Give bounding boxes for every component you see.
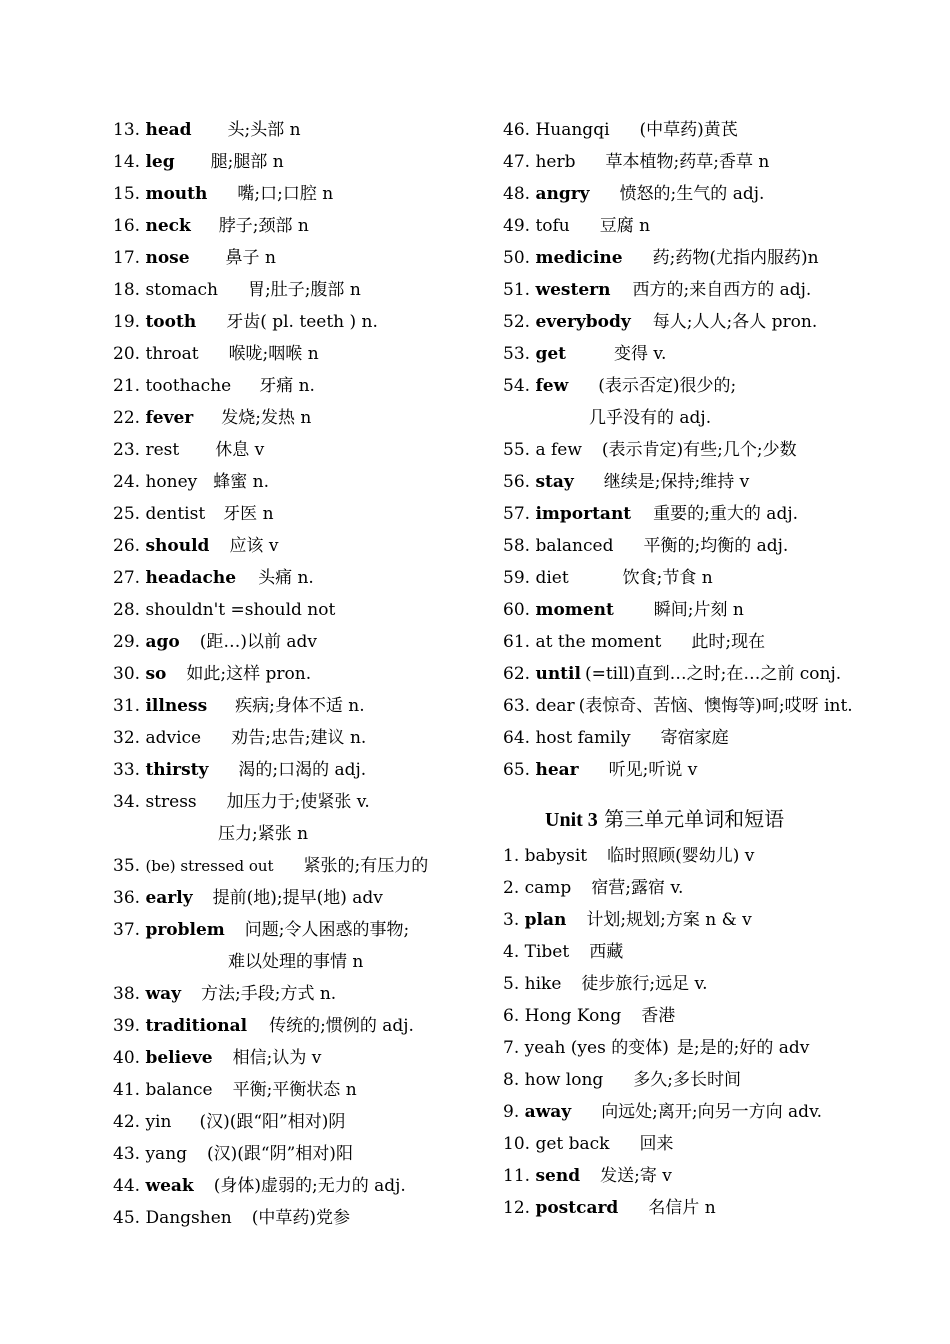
entry-number: 55. — [503, 440, 531, 460]
entry-definition: 牙医 n — [223, 504, 274, 524]
entry-definition: 头;头部 n — [227, 120, 301, 140]
entry-word: early — [145, 888, 193, 908]
entry-number: 30. — [113, 664, 141, 684]
vocab-entry — [503, 1000, 923, 1032]
entry-definition: (表惊奇、苦恼、懊悔等)呵;哎呀 int. — [578, 696, 853, 716]
entry-word: head — [145, 120, 192, 140]
entry-number: 42. — [113, 1112, 141, 1132]
entry-number: 33. — [113, 760, 141, 780]
entry-word: rest — [145, 440, 180, 460]
entry-definition: (表示否定)很少的; — [598, 376, 737, 396]
entry-word: problem — [145, 920, 225, 940]
entry-definition: 问题;令人困惑的事物; — [244, 920, 410, 940]
vocab-entry — [503, 146, 923, 178]
entry-number: 7. — [503, 1038, 520, 1058]
entry-definition: 名信片 n — [648, 1198, 716, 1218]
entry-word: dear — [535, 696, 575, 716]
vocab-entry — [503, 114, 923, 146]
entry-number: 25. — [113, 504, 141, 524]
entry-number: 10. — [503, 1134, 531, 1154]
entry-number: 18. — [113, 280, 141, 300]
entry-word: yeah (yes 的变体) — [524, 1038, 669, 1058]
entry-definition: 劝告;忠告;建议 n. — [231, 728, 367, 748]
entry-definition: 西藏 — [589, 942, 624, 962]
entry-word: thirsty — [145, 760, 209, 780]
entry-number: 8. — [503, 1070, 520, 1090]
entry-number: 22. — [113, 408, 141, 428]
vocab-entry — [113, 722, 483, 754]
entry-definition: 加压力于;使紧张 v. — [226, 792, 370, 812]
entry-number: 60. — [503, 600, 531, 620]
vocab-entry — [503, 594, 923, 626]
entry-definition: 听见;听说 v — [608, 760, 698, 780]
entry-number: 1. — [503, 846, 520, 866]
entry-number: 64. — [503, 728, 531, 748]
entry-definition: 饮食;节食 n — [622, 568, 713, 588]
entry-word: stress — [145, 792, 197, 812]
entry-definition: 难以处理的事情 n — [228, 952, 364, 972]
vocab-entry — [113, 978, 483, 1010]
vocab-entry — [113, 1042, 483, 1074]
entry-word: balance — [145, 1080, 213, 1100]
entry-word: at the moment — [535, 632, 662, 652]
vocab-entry — [503, 1192, 923, 1224]
vocab-entry — [503, 872, 923, 904]
vocab-entry — [503, 1128, 923, 1160]
entry-definition: 多久;多长时间 — [633, 1070, 742, 1090]
vocab-entry — [503, 274, 923, 306]
vocab-entry — [503, 690, 923, 722]
entry-definition: (表示肯定)有些;几个;少数 — [601, 440, 797, 460]
entry-word: honey — [145, 472, 198, 492]
entry-word: throat — [145, 344, 199, 364]
vocab-entry — [113, 146, 483, 178]
entry-word: host family — [535, 728, 631, 748]
entry-definition: (身体)虚弱的;无力的 adj. — [213, 1176, 406, 1196]
entry-number: 51. — [503, 280, 531, 300]
entry-definition: 药;药物(尤指内服药)n — [652, 248, 819, 268]
entry-number: 44. — [113, 1176, 141, 1196]
entry-number: 23. — [113, 440, 141, 460]
entry-definition: 方法;手段;方式 n. — [200, 984, 337, 1004]
vocab-entry — [113, 530, 483, 562]
vocab-entry — [113, 274, 483, 306]
vocab-entry — [113, 914, 483, 946]
vocab-entry — [113, 402, 483, 434]
entry-definition: 回来 — [639, 1134, 674, 1154]
entry-number: 32. — [113, 728, 141, 748]
vocab-entry — [503, 370, 923, 402]
entry-word: herb — [535, 152, 576, 172]
entry-definition: 计划;规划;方案 n & v — [586, 910, 752, 930]
entry-word: Dangshen — [145, 1208, 232, 1228]
entry-definition: 嘴;口;口腔 n — [237, 184, 334, 204]
entry-word: babysit — [524, 846, 588, 866]
vocab-entry — [113, 498, 483, 530]
entry-number: 59. — [503, 568, 531, 588]
vocab-entry — [503, 626, 923, 658]
entry-number: 45. — [113, 1208, 141, 1228]
vocab-entry — [503, 402, 923, 434]
entry-word: western — [535, 280, 611, 300]
entry-definition: 每人;人人;各人 pron. — [652, 312, 818, 332]
entry-number: 17. — [113, 248, 141, 268]
vocab-entry — [113, 1010, 483, 1042]
entry-number: 41. — [113, 1080, 141, 1100]
entry-number: 58. — [503, 536, 531, 556]
entry-word: dentist — [145, 504, 206, 524]
entry-number: 28. — [113, 600, 141, 620]
entry-definition: 发烧;发热 n — [221, 408, 312, 428]
vocab-entry — [113, 434, 483, 466]
entry-definition: 鼻子 n — [225, 248, 276, 268]
entry-definition: 脖子;颈部 n — [218, 216, 309, 236]
entry-definition: (汉)(跟“阴”相对)阳 — [207, 1144, 353, 1164]
entry-number: 9. — [503, 1102, 520, 1122]
entry-word: medicine — [535, 248, 623, 268]
vocab-entry — [113, 754, 483, 786]
entry-number: 31. — [113, 696, 141, 716]
entry-word: yin — [145, 1112, 172, 1132]
entry-word: should — [145, 536, 210, 556]
entry-number: 53. — [503, 344, 531, 364]
entry-number: 38. — [113, 984, 141, 1004]
entry-word: moment — [535, 600, 614, 620]
entry-definition: 西方的;来自西方的 adj. — [632, 280, 812, 300]
entry-number: 16. — [113, 216, 141, 236]
vocab-entry — [503, 178, 923, 210]
entry-word: stomach — [145, 280, 218, 300]
vocab-entry — [113, 1170, 483, 1202]
entry-number: 47. — [503, 152, 531, 172]
vocab-entry — [503, 968, 923, 1000]
vocab-entry — [503, 658, 923, 690]
entry-definition: 腿;腿部 n — [210, 152, 284, 172]
entry-word: nose — [145, 248, 190, 268]
entry-definition: 紧张的;有压力的 — [303, 856, 429, 876]
right-column — [503, 114, 923, 1224]
vocab-entry — [503, 530, 923, 562]
vocab-entry — [113, 818, 483, 850]
entry-definition: (汉)(跟“阳”相对)阴 — [199, 1112, 346, 1132]
entry-definition: 是;是的;好的 adv — [676, 1038, 810, 1058]
vocab-entry — [113, 114, 483, 146]
entry-number: 63. — [503, 696, 531, 716]
entry-number: 50. — [503, 248, 531, 268]
entry-definition: 瞬间;片刻 n — [653, 600, 744, 620]
vocab-entry — [113, 946, 483, 978]
entry-word: send — [535, 1166, 581, 1186]
vocab-entry — [113, 1074, 483, 1106]
entry-definition: 胃;肚子;腹部 n — [247, 280, 361, 300]
vocab-entry — [113, 626, 483, 658]
entry-number: 62. — [503, 664, 531, 684]
entry-word: hike — [524, 974, 562, 994]
entry-definition: 渴的;口渴的 adj. — [238, 760, 367, 780]
entry-word: toothache — [145, 376, 232, 396]
entry-number: 36. — [113, 888, 141, 908]
entry-number: 12. — [503, 1198, 531, 1218]
entry-definition: 牙痛 n. — [259, 376, 315, 396]
entry-number: 20. — [113, 344, 141, 364]
vocab-entry — [503, 434, 923, 466]
entry-number: 11. — [503, 1166, 531, 1186]
entry-number: 61. — [503, 632, 531, 652]
entry-definition: 几乎没有的 adj. — [589, 408, 712, 428]
entry-definition: 平衡的;均衡的 adj. — [643, 536, 789, 556]
vocab-entry — [503, 754, 923, 786]
entry-number: 34. — [113, 792, 141, 812]
entry-word: important — [535, 504, 632, 524]
vocab-entry — [113, 562, 483, 594]
entry-word: way — [145, 984, 181, 1004]
entry-number: 2. — [503, 878, 520, 898]
entry-definition: 平衡;平衡状态 n — [232, 1080, 357, 1100]
entry-definition: 蜂蜜 n. — [213, 472, 270, 492]
entry-definition: 应该 v — [229, 536, 279, 556]
entry-number: 43. — [113, 1144, 141, 1164]
vocab-entry — [113, 370, 483, 402]
entry-definition: 传统的;惯例的 adj. — [269, 1016, 414, 1036]
vocab-entry — [113, 1138, 483, 1170]
entry-number: 14. — [113, 152, 141, 172]
entry-definition: 休息 v — [215, 440, 265, 460]
entry-definition: 提前(地);提早(地) adv — [212, 888, 383, 908]
vocab-entry — [113, 882, 483, 914]
entry-number: 39. — [113, 1016, 141, 1036]
unit-label: Unit 3 — [545, 809, 598, 831]
entry-definition: 此时;现在 — [691, 632, 766, 652]
entry-word: hear — [535, 760, 579, 780]
vocab-entry — [503, 936, 923, 968]
entry-word: traditional — [145, 1016, 248, 1036]
entry-definition: 变得 v. — [614, 344, 667, 364]
entry-number: 40. — [113, 1048, 141, 1068]
entry-word: angry — [535, 184, 590, 204]
vocab-entry — [503, 338, 923, 370]
entry-word: Hong Kong — [524, 1006, 622, 1026]
entry-word: headache — [145, 568, 237, 588]
vocab-entry — [113, 306, 483, 338]
vocab-entry — [503, 1064, 923, 1096]
entry-number: 48. — [503, 184, 531, 204]
entry-word: believe — [145, 1048, 213, 1068]
entry-word: mouth — [145, 184, 208, 204]
entry-word: balanced — [535, 536, 614, 556]
vocab-entry — [503, 242, 923, 274]
entry-word: Huangqi — [535, 120, 610, 140]
unit-title: 第三单元单词和短语 — [604, 807, 785, 831]
vocab-entry — [113, 1106, 483, 1138]
entry-number: 57. — [503, 504, 531, 524]
vocab-entry — [113, 786, 483, 818]
vocab-entry — [113, 466, 483, 498]
entry-number: 19. — [113, 312, 141, 332]
vocab-entry — [503, 722, 923, 754]
entry-definition: 豆腐 n — [599, 216, 651, 236]
vocab-entry — [503, 210, 923, 242]
vocab-entry — [113, 658, 483, 690]
entry-number: 56. — [503, 472, 531, 492]
left-column — [113, 114, 483, 1234]
vocab-entry — [113, 178, 483, 210]
entry-word: so — [145, 664, 167, 684]
entry-number: 5. — [503, 974, 520, 994]
vocab-entry — [503, 306, 923, 338]
entry-number: 35. — [113, 856, 141, 876]
entry-number: 15. — [113, 184, 141, 204]
entry-word: how long — [524, 1070, 604, 1090]
unit-heading — [503, 786, 923, 840]
entry-definition: 宿营;露宿 v. — [591, 878, 684, 898]
entry-number: 26. — [113, 536, 141, 556]
entry-word: everybody — [535, 312, 631, 332]
entry-word: fever — [145, 408, 194, 428]
vocab-entry — [113, 850, 483, 882]
entry-definition: 愤怒的;生气的 adj. — [619, 184, 765, 204]
entry-number: 4. — [503, 942, 520, 962]
entry-definition: 喉咙;咽喉 n — [228, 344, 319, 364]
entry-number: 6. — [503, 1006, 520, 1026]
entry-definition: 寄宿家庭 — [660, 728, 729, 748]
entry-word: tofu — [535, 216, 570, 236]
entry-number: 54. — [503, 376, 531, 396]
vocab-entry — [503, 1160, 923, 1192]
entry-definition: 相信;认为 v — [232, 1048, 322, 1068]
entry-number: 27. — [113, 568, 141, 588]
vocab-entry — [503, 1096, 923, 1128]
entry-number: 49. — [503, 216, 531, 236]
vocab-entry — [503, 498, 923, 530]
entry-definition: 徒步旅行;远足 v. — [581, 974, 708, 994]
entry-word: Tibet — [524, 942, 570, 962]
entry-definition: 草本植物;药草;香草 n — [605, 152, 770, 172]
vocab-entry — [113, 338, 483, 370]
entry-word: weak — [145, 1176, 194, 1196]
entry-word: illness — [145, 696, 208, 716]
entry-definition: (中草药)党参 — [251, 1208, 350, 1228]
entry-word: neck — [145, 216, 191, 236]
vocab-entry — [503, 840, 923, 872]
entry-definition: (=till)直到…之时;在…之前 conj. — [584, 664, 842, 684]
entry-definition: 发送;寄 v — [600, 1166, 672, 1186]
entry-number: 46. — [503, 120, 531, 140]
entry-number: 52. — [503, 312, 531, 332]
vocab-entry — [113, 594, 483, 626]
vocab-entry — [503, 1032, 923, 1064]
entry-number: 24. — [113, 472, 141, 492]
entry-definition: 临时照顾(婴幼儿) v — [607, 846, 755, 866]
vocab-entry — [113, 690, 483, 722]
entry-word: plan — [524, 910, 567, 930]
entry-definition: 疾病;身体不适 n. — [235, 696, 365, 716]
entry-number: 13. — [113, 120, 141, 140]
entry-word: leg — [145, 152, 175, 172]
vocab-entry — [503, 562, 923, 594]
entry-word: tooth — [145, 312, 197, 332]
entry-word: away — [524, 1102, 572, 1122]
entry-definition: 头痛 n. — [258, 568, 314, 588]
entry-word: camp — [524, 878, 572, 898]
vocab-entry — [113, 210, 483, 242]
entry-definition: (距…)以前 adv — [199, 632, 317, 652]
entry-number: 65. — [503, 760, 531, 780]
entry-definition: 牙齿( pl. teeth ) n. — [226, 312, 378, 332]
entry-word: postcard — [535, 1198, 619, 1218]
entry-word: get — [535, 344, 567, 364]
entry-definition: (中草药)黄芪 — [639, 120, 738, 140]
vocab-entry — [113, 242, 483, 274]
entry-word: get back — [535, 1134, 610, 1154]
vocab-entry — [503, 466, 923, 498]
entry-word: advice — [145, 728, 202, 748]
entry-definition: 香港 — [641, 1006, 676, 1026]
entry-definition: 继续是;保持;维持 v — [603, 472, 750, 492]
entry-number: 29. — [113, 632, 141, 652]
entry-definition: 压力;紧张 n — [218, 824, 309, 844]
entry-word: shouldn't =should not — [145, 600, 336, 620]
entry-word: stay — [535, 472, 574, 492]
entry-word: diet — [535, 568, 569, 588]
entry-number: 3. — [503, 910, 520, 930]
entry-word: yang — [145, 1144, 188, 1164]
entry-definition: 向远处;离开;向另一方向 adv. — [601, 1102, 823, 1122]
entry-word: ago — [145, 632, 180, 652]
entry-definition: 重要的;重大的 adj. — [653, 504, 798, 524]
vocab-entry — [503, 904, 923, 936]
entry-word: (be) stressed out — [145, 857, 274, 875]
entry-word: a few — [535, 440, 582, 460]
entry-number: 37. — [113, 920, 141, 940]
vocab-entry — [113, 1202, 483, 1234]
entry-number: 21. — [113, 376, 141, 396]
entry-word: until — [535, 664, 581, 684]
entry-word: few — [535, 376, 569, 396]
entry-definition: 如此;这样 pron. — [186, 664, 312, 684]
